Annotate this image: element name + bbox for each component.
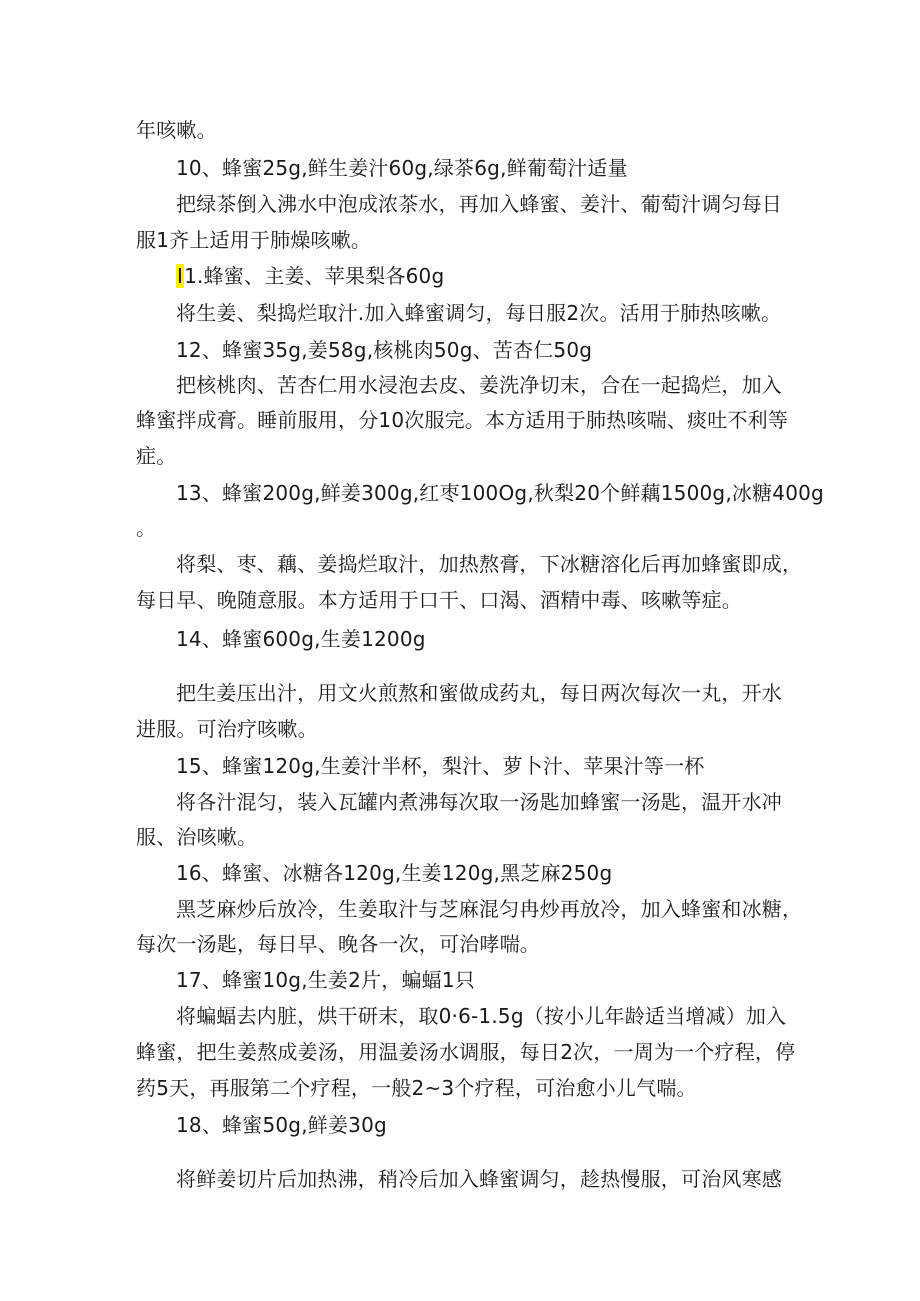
recipe-heading-11-text: 1.蜂蜜、主姜、苹果梨各60g [184,264,445,288]
recipe-heading-13: 13、蜂蜜200g,鲜姜300g,红枣100Og,秋梨20个鲜藕1500g,冰糖400g [176,481,824,505]
text-line: 蜂蜜拌成膏。睡前服用，分10次服完。本方适用于肺热咳喘、痰吐不利等 [136,408,789,432]
recipe-heading-11 [176,264,444,288]
recipe-heading-14: 14、蜂蜜600g,生姜1200g [176,627,426,651]
text-line: 药5天，再服第二个疗程，一般2~3个疗程，可治愈小儿气喘。 [136,1076,697,1100]
text-line: 黑芝麻炒后放冷，生姜取汁与芝麻混匀冉炒再放冷，加入蜂蜜和冰糖， [176,897,803,921]
text-line: 每次一汤匙，每日早、晚各一次，可治哮喘。 [136,932,540,956]
recipe-heading-16: 16、蜂蜜、冰糖各120g,生姜120g,黑芝麻250g [176,861,613,885]
recipe-heading-18: 18、蜂蜜50g,鲜姜30g [176,1113,387,1137]
text-line: 进服。可治疗咳嗽。 [136,717,318,741]
text-line: 症。 [136,444,177,468]
text-line: 把绿茶倒入沸水中泡成浓茶水，再加入蜂蜜、姜汁、葡萄汁调匀每日 [176,192,782,216]
recipe-heading-15: 15、蜂蜜120g,生姜汁半杯，梨汁、萝卜汁、苹果汁等一杯 [176,754,705,778]
text-line: 年咳嗽。 [136,118,217,142]
text-line: 将各汁混匀，装入瓦罐内煮沸每次取一汤匙加蜂蜜一汤匙，温开水冲 [176,790,782,814]
text-line: 。 [136,516,157,540]
recipe-heading-17: 17、蜂蜜10g,生姜2片，蝙蝠1只 [176,968,476,992]
text-line: 每日早、晚随意服。本方适用于口干、口渴、酒精中毒、咳嗽等症。 [136,588,742,612]
text-line: 服、治咳嗽。 [136,825,258,849]
text-line: 将生姜、梨捣烂取汁.加入蜂蜜调匀，每日服2次。活用于肺热咳嗽。 [176,301,782,325]
text-line: 蜂蜜，把生姜熬成姜汤，用温姜汤水调服，每日2次，一周为一个疗程，停 [136,1040,796,1064]
text-line: 将鲜姜切片后加热沸，稍冷后加入蜂蜜调匀，趁热慢服，可治风寒感 [176,1167,782,1191]
text-line: 把生姜压出汁，用文火煎熬和蜜做成药丸，每日两次每次一丸，开水 [176,681,782,705]
text-line: 服1齐上适用于肺燥咳嗽。 [136,228,372,252]
text-line: 将蝙蝠去内脏，烘干研末，取0·6-1.5g（按小儿年龄适当增减）加入 [176,1004,787,1028]
highlight-mark: I [177,264,184,288]
recipe-heading-12: 12、蜂蜜35g,姜58g,核桃肉50g、苦杏仁50g [176,338,593,362]
recipe-heading-10: 10、蜂蜜25g,鲜生姜汁60g,绿茶6g,鲜葡萄汁适量 [176,156,628,180]
text-line: 把核桃肉、苦杏仁用水浸泡去皮、姜洗净切末，合在一起捣烂，加入 [176,373,782,397]
text-line: 将梨、枣、藕、姜捣烂取汁，加热熬膏，下冰糖溶化后再加蜂蜜即成， [176,552,803,576]
